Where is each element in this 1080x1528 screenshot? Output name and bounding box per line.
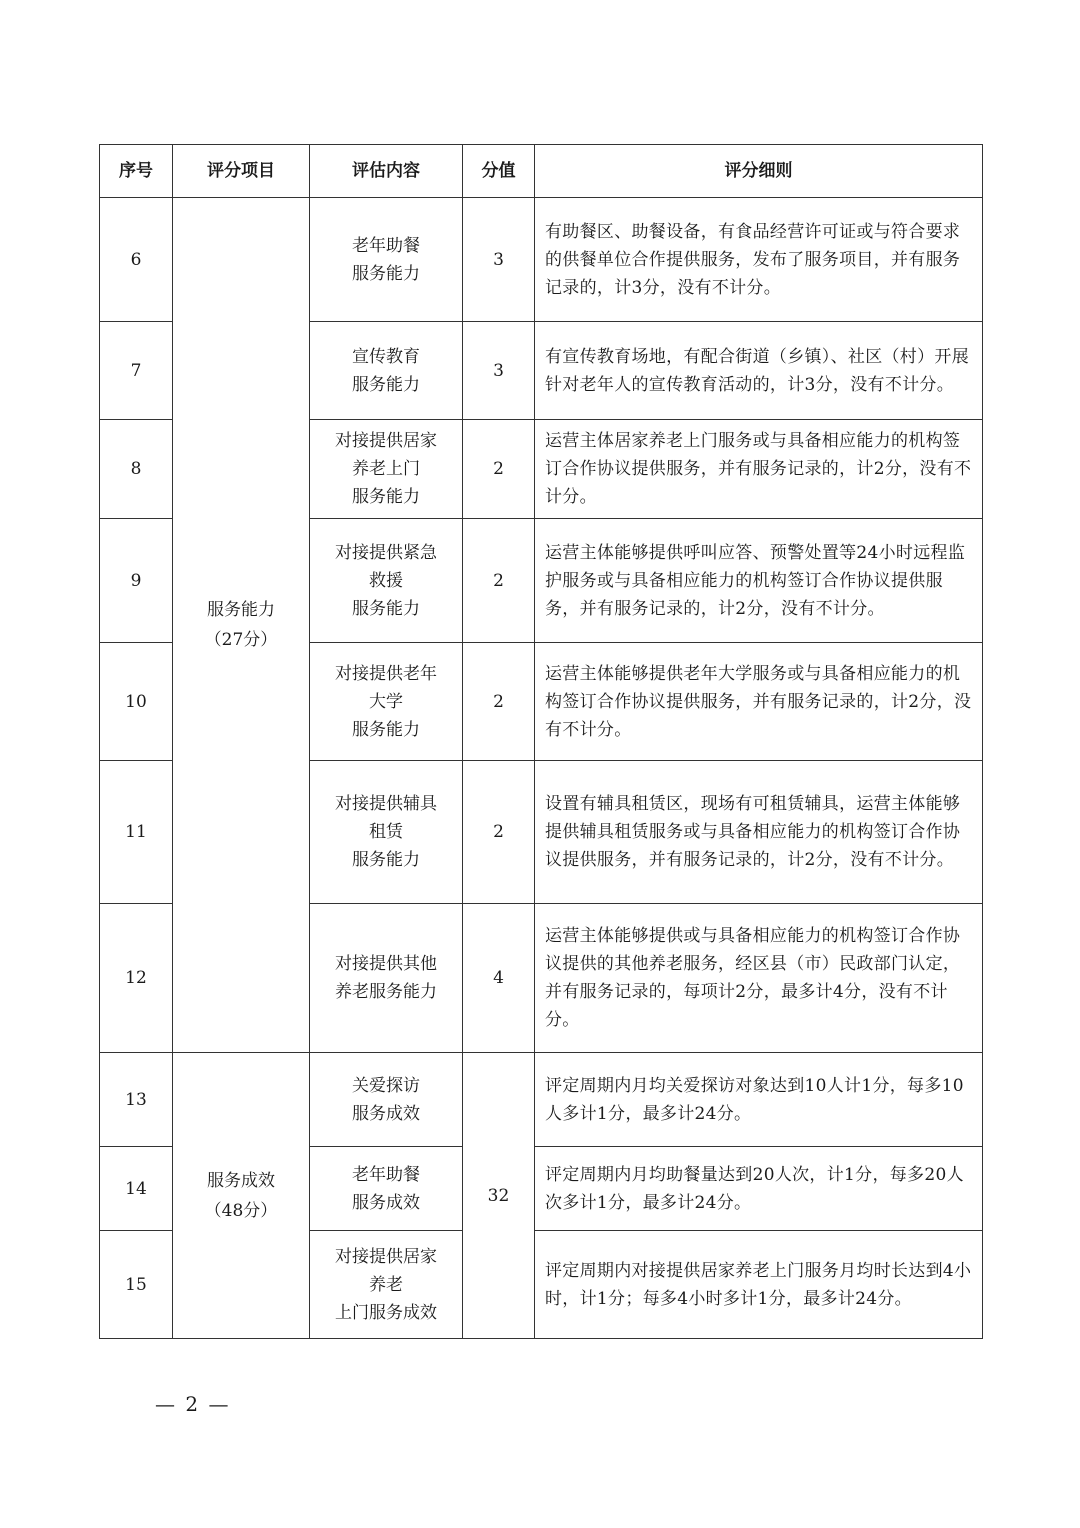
row-content [310, 322, 463, 420]
scoring-table [99, 144, 983, 1339]
content-line: 对接提供紧急 [335, 542, 437, 563]
content-line: 服务能力 [352, 598, 420, 619]
row-value: 2 [463, 643, 535, 761]
row-content [310, 1231, 463, 1339]
content-line: 上门服务成效 [335, 1302, 437, 1323]
row-value: 2 [463, 420, 535, 519]
content-line: 养老上门 [352, 459, 420, 479]
row-index: 13 [100, 1053, 173, 1147]
row-value: 32 [463, 1053, 535, 1339]
table-header-row [100, 145, 983, 198]
content-line: 租赁 [369, 822, 403, 842]
content-line: 服务能力 [352, 719, 420, 740]
row-detail: 设置有辅具租赁区，现场有可租赁辅具，运营主体能够提供辅具租赁服务或与具备相应能力的机构签订合作协议提供服务，并有服务记录的，计2分，没有不计分。 [535, 761, 983, 904]
row-detail: 运营主体能够提供或与具备相应能力的机构签订合作协议提供的其他养老服务，经区县（市）民政部门认定，并有服务记录的，每项计2分，最多计4分，没有不计分。 [535, 904, 983, 1053]
page-number: — 2 — [155, 1392, 231, 1416]
row-index: 15 [100, 1231, 173, 1339]
content-line: 服务成效 [352, 1103, 420, 1124]
row-value: 3 [463, 322, 535, 420]
content-line: 对接提供居家 [335, 431, 437, 451]
row-index: 11 [100, 761, 173, 904]
row-value: 3 [463, 198, 535, 322]
row-value: 2 [463, 519, 535, 643]
row-value: 2 [463, 761, 535, 904]
row-content [310, 761, 463, 904]
category-name: 服务能力 [207, 600, 275, 620]
table-row [100, 1053, 983, 1147]
row-index: 6 [100, 198, 173, 322]
header-item: 评分项目 [173, 145, 310, 198]
row-detail: 有宣传教育场地，有配合街道（乡镇）、社区（村）开展针对老年人的宣传教育活动的，计3分，没有不计分。 [535, 322, 983, 420]
row-content [310, 420, 463, 519]
table-row [100, 198, 983, 322]
row-content [310, 643, 463, 761]
category-name: 服务成效 [207, 1170, 275, 1191]
row-value: 4 [463, 904, 535, 1053]
header-value: 分值 [463, 145, 535, 198]
content-line: 宣传教育 [352, 346, 420, 367]
content-line: 关爱探访 [352, 1075, 420, 1096]
content-line: 对接提供老年 [335, 663, 437, 684]
row-detail: 评定周期内对接提供居家养老上门服务月均时长达到4小时，计1分；每多4小时多计1分，最多计24分。 [535, 1231, 983, 1339]
content-line: 对接提供辅具 [335, 794, 437, 814]
row-detail: 评定周期内月均助餐量达到20人次，计1分，每多20人次多计1分，最多计24分。 [535, 1147, 983, 1231]
content-line: 养老服务能力 [335, 982, 437, 1002]
row-detail: 运营主体能够提供呼叫应答、预警处置等24小时远程监护服务或与具备相应能力的机构签订合作协议提供服务，并有服务记录的，计2分，没有不计分。 [535, 519, 983, 643]
category-service-effectiveness [173, 1053, 310, 1339]
content-line: 老年助餐 [352, 235, 420, 256]
row-detail: 运营主体居家养老上门服务或与具备相应能力的机构签订合作协议提供服务，并有服务记录的，计2分，没有不计分。 [535, 420, 983, 519]
category-service-capability [173, 198, 310, 1053]
content-line: 老年助餐 [352, 1164, 420, 1185]
row-detail: 评定周期内月均关爱探访对象达到10人计1分，每多10人多计1分，最多计24分。 [535, 1053, 983, 1147]
row-index: 12 [100, 904, 173, 1053]
content-line: 服务成效 [352, 1192, 420, 1213]
content-line: 养老 [369, 1274, 403, 1295]
content-line: 服务能力 [352, 487, 420, 507]
header-content: 评估内容 [310, 145, 463, 198]
row-content [310, 198, 463, 322]
row-index: 14 [100, 1147, 173, 1231]
content-line: 对接提供其他 [335, 954, 437, 974]
header-detail: 评分细则 [535, 145, 983, 198]
row-detail: 有助餐区、助餐设备，有食品经营许可证或与符合要求的供餐单位合作提供服务，发布了服务项目，并有服务记录的，计3分，没有不计分。 [535, 198, 983, 322]
content-line: 救援 [369, 570, 403, 591]
category-score: （48分） [204, 1200, 278, 1221]
row-index: 8 [100, 420, 173, 519]
content-line: 服务能力 [352, 850, 420, 870]
row-content [310, 1053, 463, 1147]
row-index: 9 [100, 519, 173, 643]
content-line: 大学 [369, 691, 403, 712]
content-line: 服务能力 [352, 374, 420, 395]
header-index: 序号 [100, 145, 173, 198]
row-index: 10 [100, 643, 173, 761]
row-content [310, 519, 463, 643]
row-index: 7 [100, 322, 173, 420]
row-content [310, 904, 463, 1053]
row-content [310, 1147, 463, 1231]
content-line: 服务能力 [352, 263, 420, 284]
content-line: 对接提供居家 [335, 1246, 437, 1267]
category-score: （27分） [204, 630, 278, 650]
row-detail: 运营主体能够提供老年大学服务或与具备相应能力的机构签订合作协议提供服务，并有服务记录的，计2分，没有不计分。 [535, 643, 983, 761]
